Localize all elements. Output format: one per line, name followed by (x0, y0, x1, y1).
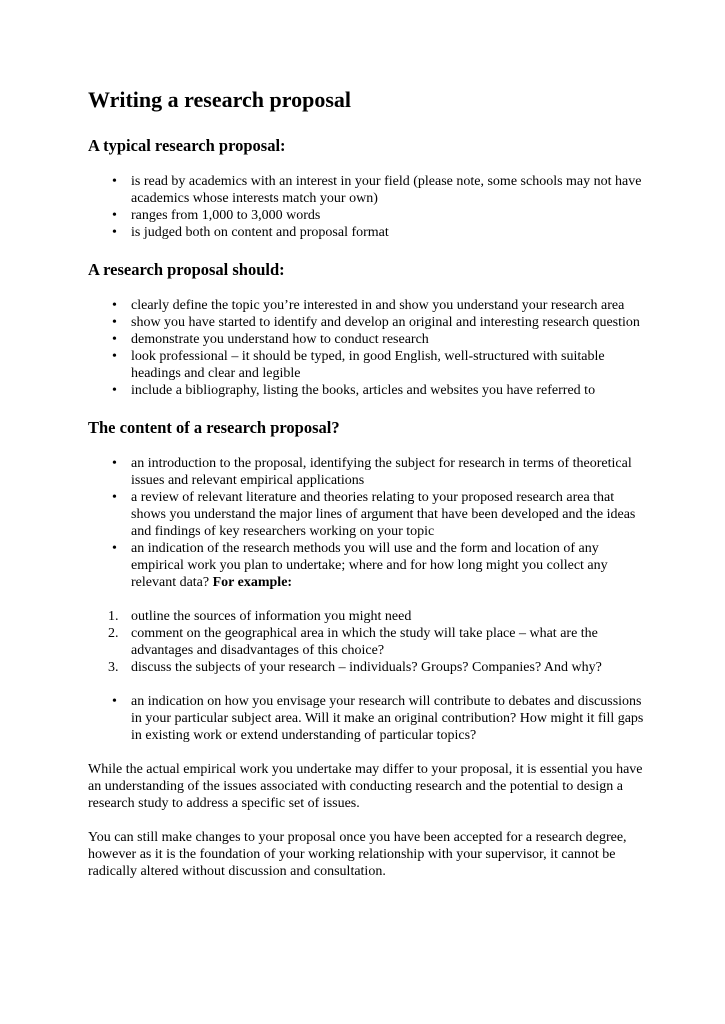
bullet-icon: • (112, 332, 117, 347)
bullet-icon: • (112, 541, 117, 556)
list-item: • demonstrate you understand how to conduct research (112, 332, 429, 347)
section-heading-proposal-content: The content of a research proposal? (88, 418, 340, 437)
body-paragraph: While the actual empirical work you undertake may differ to your proposal, it is essential you have an understanding of the issues associated with conducting research and the potential to design a research study to address a specific set of issues. (88, 762, 643, 811)
list-item: • an indication of the research methods you will use and the form and location of any empirical work you plan to undertake; where and for how long might you collect any relevant data? For example: (112, 541, 608, 590)
document-page (88, 86, 648, 880)
list-item: • an introduction to the proposal, identifying the subject for research in terms of theoretical issues and relevant empirical applications (112, 456, 632, 488)
example-numbered-list (88, 608, 648, 676)
example-label: For example: (212, 575, 293, 590)
item-number: 2. (108, 626, 119, 641)
list-item: • an indication on how you envisage your research will contribute to debates and discussions in your particular subject area. Will it make an original contribution? How might it fill gaps in existing work or extend understanding of particular topics? (112, 694, 644, 743)
bullet-icon: • (112, 383, 117, 398)
section-heading-proposal-should: A research proposal should: (88, 260, 285, 279)
bullet-icon: • (112, 315, 117, 330)
numbered-item: 2. comment on the geographical area in which the study will take place – what are the advantages and disadvantages of this choice? (108, 626, 598, 658)
item-number: 3. (108, 660, 119, 675)
proposal-content-list (88, 455, 648, 591)
bullet-icon: • (112, 490, 117, 505)
section-heading-typical-proposal: A typical research proposal: (88, 136, 286, 155)
list-item: • is read by academics with an interest in your field (please note, some schools may not have academics whose interests match your own) (112, 174, 642, 206)
bullet-icon: • (112, 208, 117, 223)
bullet-icon: • (112, 298, 117, 313)
list-item: • clearly define the topic you’re interested in and show you understand your research area (112, 298, 625, 313)
spacer (88, 591, 648, 608)
list-item: • show you have started to identify and develop an original and interesting research question (112, 315, 640, 330)
body-paragraph: You can still make changes to your proposal once you have been accepted for a research degree, however as it is the foundation of your working relationship with your supervisor, it cannot be radically altered without discussion and consultation. (88, 830, 627, 879)
list-item: • include a bibliography, listing the books, articles and websites you have referred to (112, 383, 596, 398)
proposal-should-list (88, 297, 648, 399)
typical-proposal-list (88, 173, 648, 241)
item-number: 1. (108, 609, 119, 624)
document-title: Writing a research proposal (88, 87, 351, 112)
numbered-item: 3. discuss the subjects of your research – individuals? Groups? Companies? And why? (108, 660, 602, 675)
bullet-icon: • (112, 456, 117, 471)
spacer (88, 676, 648, 693)
bullet-icon: • (112, 694, 117, 709)
list-item: • look professional – it should be typed, in good English, well-structured with suitable headings and clear and legible (112, 349, 605, 381)
proposal-content-list-continued (88, 693, 648, 744)
list-item: • a review of relevant literature and theories relating to your proposed research area that shows you understand the major lines of argument that have been developed and the ideas and findings of key researchers working on your topic (112, 490, 636, 539)
list-item: • is judged both on content and proposal format (112, 225, 389, 240)
list-item: • ranges from 1,000 to 3,000 words (112, 208, 321, 223)
numbered-item: 1. outline the sources of information you might need (108, 609, 412, 624)
bullet-icon: • (112, 174, 117, 189)
bullet-icon: • (112, 225, 117, 240)
bullet-icon: • (112, 349, 117, 364)
